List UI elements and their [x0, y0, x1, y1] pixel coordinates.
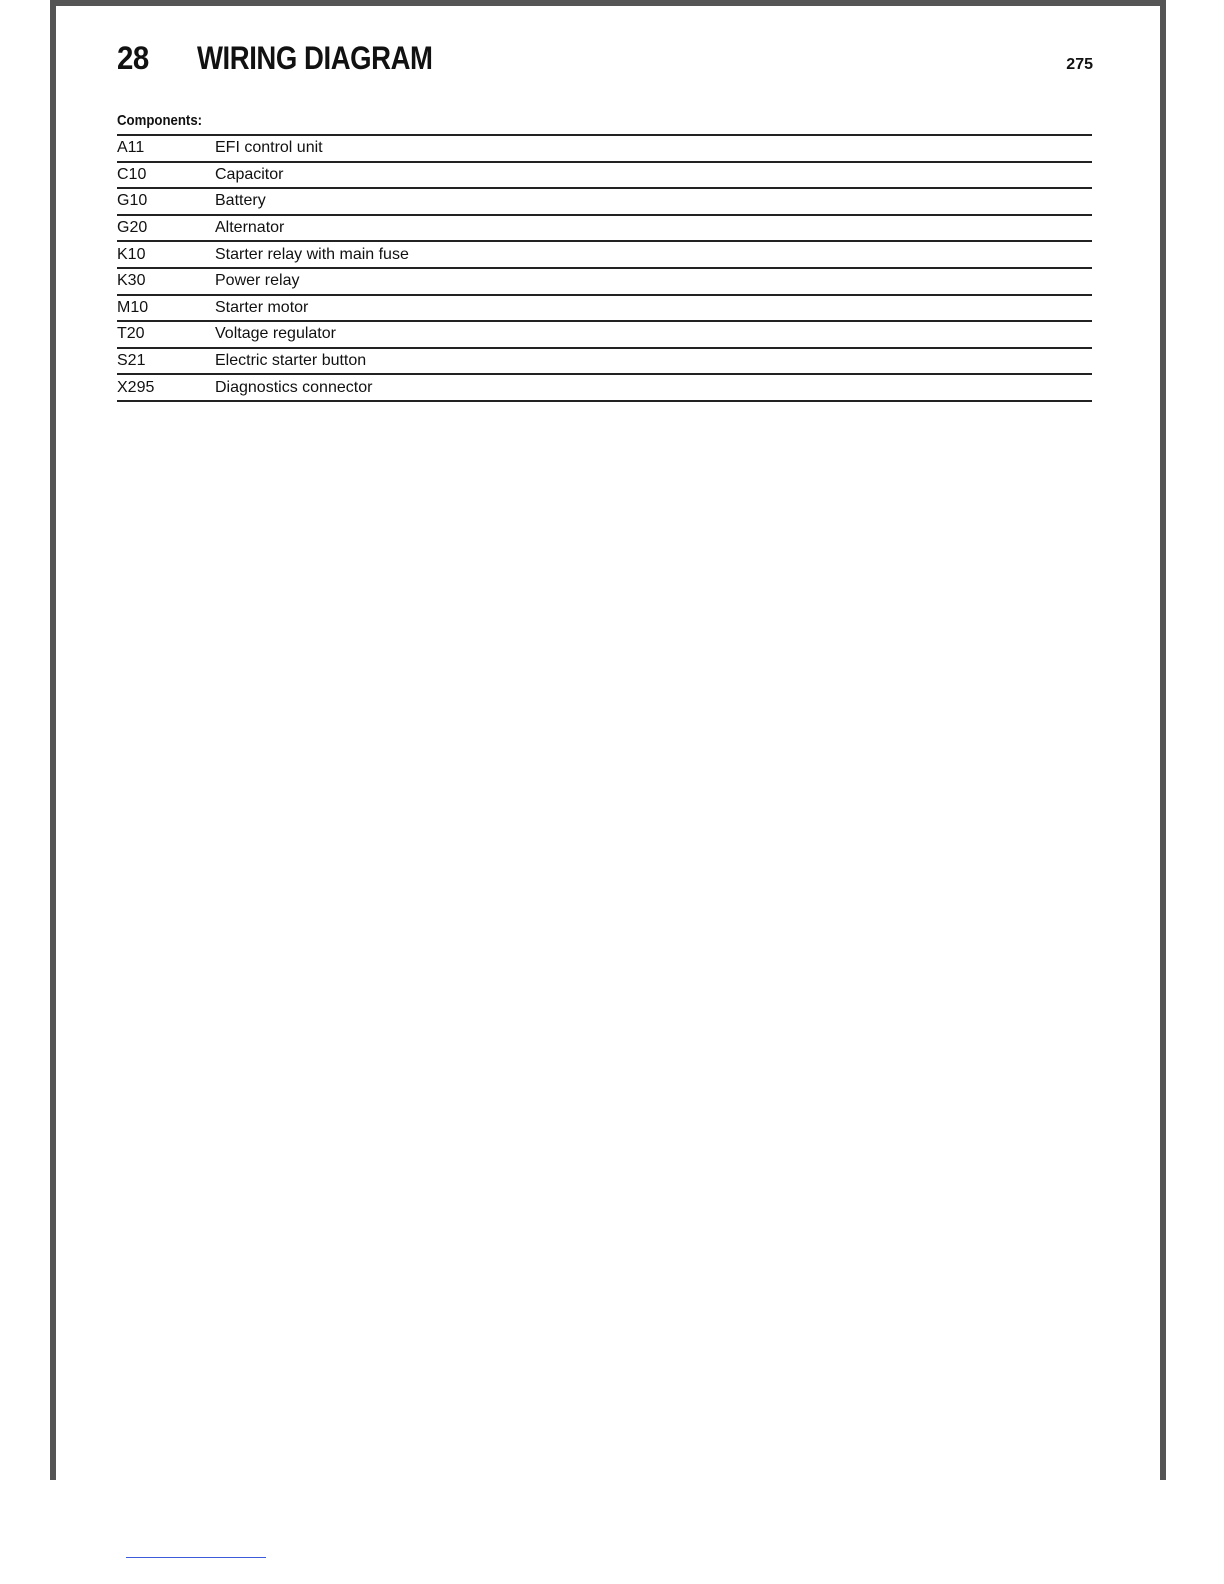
component-description: Capacitor: [215, 165, 284, 183]
chapter-title: WIRING DIAGRAM: [197, 40, 433, 76]
page-header: [117, 40, 1093, 84]
component-code: S21: [117, 352, 146, 370]
component-code: C10: [117, 165, 147, 183]
table-row: [117, 163, 1092, 190]
footer-divider: [126, 1557, 266, 1558]
table-row: [117, 296, 1092, 323]
component-description: EFI control unit: [215, 139, 323, 157]
table-row: [117, 269, 1092, 296]
table-row: [117, 349, 1092, 376]
component-code: G10: [117, 192, 148, 210]
table-row: [117, 189, 1092, 216]
component-description: Diagnostics connector: [215, 378, 373, 396]
table-row: [117, 322, 1092, 349]
page-number: 275: [1066, 56, 1093, 73]
component-code: K10: [117, 245, 146, 263]
table-row: [117, 136, 1092, 163]
component-description: Voltage regulator: [215, 325, 336, 343]
component-description: Starter motor: [215, 298, 309, 316]
component-description: Starter relay with main fuse: [215, 245, 409, 263]
table-row: [117, 242, 1092, 269]
component-description: Battery: [215, 192, 266, 210]
component-description: Electric starter button: [215, 352, 367, 370]
components-section: [117, 110, 1092, 402]
table-row: [117, 216, 1092, 243]
component-code: T20: [117, 325, 145, 343]
component-code: X295: [117, 378, 155, 396]
component-code: G20: [117, 219, 148, 237]
component-code: M10: [117, 298, 149, 316]
table-row: [117, 375, 1092, 402]
components-table: [117, 134, 1092, 402]
component-code: A11: [117, 139, 145, 157]
components-heading: Components:: [117, 112, 203, 129]
component-description: Alternator: [215, 219, 285, 237]
component-description: Power relay: [215, 272, 300, 290]
component-code: K30: [117, 272, 146, 290]
chapter-number: 28: [117, 40, 149, 76]
